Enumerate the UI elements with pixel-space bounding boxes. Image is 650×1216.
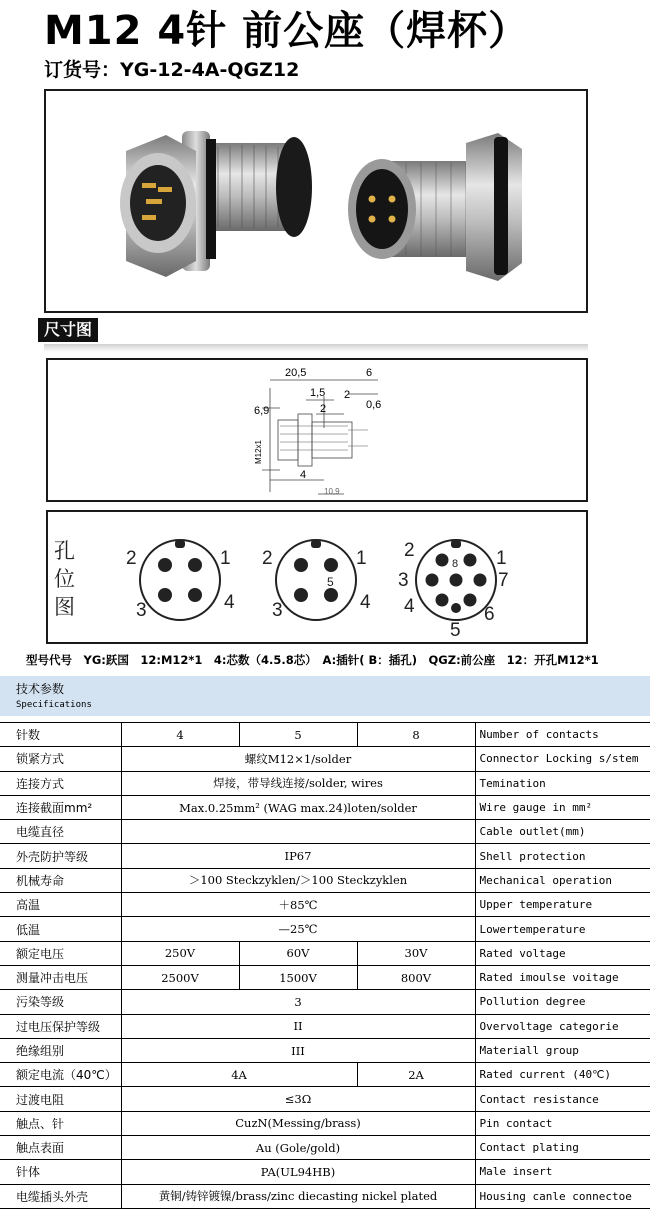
spec-label-en: Wire gauge in mm² [475, 795, 650, 819]
spec-label-en: Materiall group [475, 1038, 650, 1062]
spec-value: —25℃ [121, 917, 475, 941]
spec-label: 过电压保护等级 [0, 1014, 121, 1038]
spec-value: 4A [121, 1063, 357, 1087]
spec-label: 额定电流（40℃） [0, 1063, 121, 1087]
product-photo [44, 89, 588, 313]
spec-label: 绝缘组别 [0, 1038, 121, 1062]
pin8-label-4: 4 [404, 596, 415, 617]
spec-value: Au (Gole/gold) [121, 1136, 475, 1160]
spec-value: 60V [239, 941, 357, 965]
spec-label: 过渡电阻 [0, 1087, 121, 1111]
connector-photo-illustration [46, 91, 586, 311]
pin-layout-8 [398, 540, 509, 641]
table-row [0, 990, 650, 1014]
spec-value: 800V [357, 965, 475, 989]
dim-2b: 2 [320, 403, 327, 415]
spec-value: II [121, 1014, 475, 1038]
pin-label-char-1: 孔 [54, 540, 75, 563]
table-row [0, 1184, 650, 1208]
dim-1-5: 1,5 [310, 387, 326, 399]
spec-value: IP67 [121, 844, 475, 868]
dim-20-5: 20,5 [285, 367, 307, 379]
spec-label: 测量冲击电压 [0, 965, 121, 989]
pin5-label-2: 2 [262, 548, 273, 569]
right-connector [348, 133, 522, 281]
spec-value: 30V [357, 941, 475, 965]
table-row [0, 1014, 650, 1038]
pin5-label-4: 4 [360, 592, 371, 613]
spec-label-en: Mechanical operation [475, 868, 650, 892]
spec-header-title: 技术参数 [16, 682, 65, 696]
pin5-label-1: 1 [356, 548, 367, 569]
dim-6: 6 [366, 367, 373, 379]
section-divider [44, 344, 588, 352]
spec-value [121, 820, 475, 844]
spec-header [0, 676, 650, 716]
table-row [0, 747, 650, 771]
pin-label-char-2: 位 [54, 568, 75, 591]
spec-value: 250V [121, 941, 239, 965]
table-row [0, 1063, 650, 1087]
spec-value: 3 [121, 990, 475, 1014]
spec-label: 外壳防护等级 [0, 844, 121, 868]
spec-label: 污染等级 [0, 990, 121, 1014]
spec-label-en: Contact resistance [475, 1087, 650, 1111]
table-row [0, 723, 650, 747]
pin5-label-3: 3 [272, 600, 283, 621]
spec-label-en: Connector Locking s/stem [475, 747, 650, 771]
pin8-label-6: 6 [484, 604, 495, 625]
spec-table [0, 722, 650, 1209]
spec-label: 触点、针 [0, 1111, 121, 1135]
spec-value: PA(UL94HB) [121, 1160, 475, 1184]
spec-value: Max.0.25mm² (WAG max.24)loten/solder [121, 795, 475, 819]
spec-value: 5 [239, 723, 357, 747]
pin4-label-1: 1 [220, 548, 231, 569]
dim-m12: M12x1 [254, 439, 263, 464]
pin4-label-3: 3 [136, 600, 147, 621]
dim-6-9: 6,9 [254, 405, 270, 417]
spec-label: 连接方式 [0, 771, 121, 795]
table-row [0, 1136, 650, 1160]
table-row [0, 771, 650, 795]
table-row [0, 1087, 650, 1111]
pin4-label-2: 2 [126, 548, 137, 569]
table-row [0, 917, 650, 941]
spec-label-en: Pollution degree [475, 990, 650, 1014]
pin8-label-1: 1 [496, 548, 507, 569]
dim-10-9: 10,9 [324, 487, 340, 496]
spec-label: 连接截面mm² [0, 795, 121, 819]
table-row [0, 941, 650, 965]
product-title: M12 4针 前公座（焊杯） [44, 8, 530, 54]
pin8-label-3: 3 [398, 570, 409, 591]
table-row [0, 1160, 650, 1184]
pin8-label-7: 7 [498, 570, 509, 591]
dim-0-6: 0,6 [366, 399, 382, 411]
spec-label: 触点表面 [0, 1136, 121, 1160]
table-row [0, 795, 650, 819]
spec-value: 螺纹M12×1/solder [121, 747, 475, 771]
spec-label-en: Shell protection [475, 844, 650, 868]
pin4-label-4: 4 [224, 592, 235, 613]
spec-label-en: Cable outlet(mm) [475, 820, 650, 844]
table-row [0, 1038, 650, 1062]
left-connector [120, 131, 312, 277]
spec-label: 低温 [0, 917, 121, 941]
spec-value: III [121, 1038, 475, 1062]
spec-label-en: Rated voltage [475, 941, 650, 965]
dimension-section-label: 尺寸图 [38, 318, 98, 342]
spec-label-en: Temination [475, 771, 650, 795]
spec-value: 1500V [239, 965, 357, 989]
spec-value: 焊接，带导线连接/solder, wires [121, 771, 475, 795]
model-code-legend: 型号代号 YG:跃国 12:M12*1 4:芯数（4.5.8芯） A:插针( B：插孔) QGZ:前公座 12：开孔M12*1 [26, 653, 599, 667]
table-row [0, 1111, 650, 1135]
pin-layout-5 [262, 540, 371, 621]
spec-label: 锁紧方式 [0, 747, 121, 771]
table-row [0, 893, 650, 917]
spec-label: 针体 [0, 1160, 121, 1184]
spec-label: 针数 [0, 723, 121, 747]
pin-layout-svg [48, 512, 586, 642]
spec-value: 黄铜/铸锌镀镍/brass/zinc diecasting nickel plated [121, 1184, 475, 1208]
order-number: 订货号：YG-12-4A-QGZ12 [44, 59, 300, 81]
pin-label-char-3: 图 [54, 596, 75, 619]
spec-label-en: Upper temperature [475, 893, 650, 917]
spec-value: 2A [357, 1063, 475, 1087]
spec-label: 电缆插头外壳 [0, 1184, 121, 1208]
spec-label-en: Overvoltage categorie [475, 1014, 650, 1038]
spec-label: 额定电压 [0, 941, 121, 965]
spec-value: CuzN(Messing/brass) [121, 1111, 475, 1135]
pin8-label-5: 5 [450, 620, 461, 641]
dim-4: 4 [300, 469, 307, 481]
pin8-label-8: 8 [452, 558, 459, 570]
spec-label-en: Housing canle connectoe [475, 1184, 650, 1208]
pin5-label-5: 5 [327, 575, 334, 589]
pin-layout-4 [126, 540, 235, 621]
spec-value: ＞100 Steckzyklen/＞100 Steckzyklen [121, 868, 475, 892]
table-row [0, 965, 650, 989]
spec-value: 4 [121, 723, 239, 747]
dim-2a: 2 [344, 389, 351, 401]
spec-label-en: Rated imoulse voitage [475, 965, 650, 989]
spec-label-en: Number of contacts [475, 723, 650, 747]
spec-value: 8 [357, 723, 475, 747]
spec-label-en: Rated current (40℃) [475, 1063, 650, 1087]
spec-label: 电缆直径 [0, 820, 121, 844]
spec-label: 机械寿命 [0, 868, 121, 892]
spec-header-subtitle: Specifications [16, 700, 92, 710]
pin-layout-diagram [46, 510, 588, 644]
spec-label-en: Contact plating [475, 1136, 650, 1160]
dimension-drawing-svg [48, 360, 586, 500]
spec-label-en: Pin contact [475, 1111, 650, 1135]
spec-value: ≤3Ω [121, 1087, 475, 1111]
pin8-label-2: 2 [404, 540, 415, 561]
spec-value: 2500V [121, 965, 239, 989]
table-row [0, 868, 650, 892]
dimension-drawing [46, 358, 588, 502]
spec-label: 高温 [0, 893, 121, 917]
table-row [0, 820, 650, 844]
spec-label-en: Male insert [475, 1160, 650, 1184]
spec-value: ＋85℃ [121, 893, 475, 917]
spec-label-en: Lowertemperature [475, 917, 650, 941]
table-row [0, 844, 650, 868]
